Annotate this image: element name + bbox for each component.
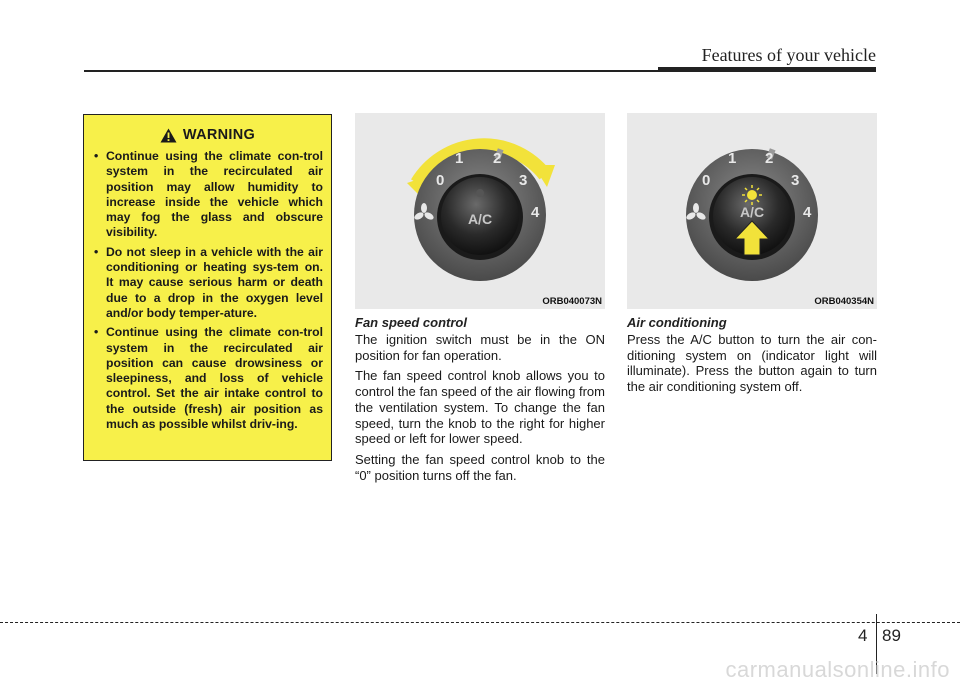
warning-item: • Do not sleep in a vehicle with the air conditioning or heating sys-tem on. It may cause serious harm or death due to a drop in the oxygen level and/or body temper-ature. [92, 245, 323, 321]
paragraph: Setting the fan speed control knob to the “0” position turns off the fan. [355, 451, 605, 483]
warning-item: • Continue using the climate con-trol system in the recirculated air position may allow humidity to increase inside the vehicle which may fog the glass and obscure visibility. [92, 149, 323, 241]
dial-label-1: 1 [728, 150, 737, 167]
warning-triangle-icon [160, 128, 177, 143]
dial-label-3: 3 [519, 172, 528, 189]
dial-label-1: 1 [455, 150, 464, 167]
paragraph: The fan speed control knob allows you to control the fan speed of the air flowing from the ventilation system. To change the fan speed, turn the knob to the right for higher speed or left for lower speed. [355, 368, 605, 447]
fan-speed-section [355, 315, 605, 488]
dial-label-0: 0 [702, 172, 711, 189]
dial-label-0: 0 [436, 172, 445, 189]
paragraph: The ignition switch must be in the ON position for fan operation. [355, 332, 605, 363]
dial-label-4: 4 [803, 204, 812, 221]
ac-button-figure [627, 113, 877, 309]
warning-item: • Continue using the climate con-trol system in the recirculated air position can cause drowsiness or sleepiness, and loss of vehicle control. Set the air intake control to the outside (fresh) air position as much as possible whilst driv-ing. [92, 325, 323, 432]
page-number: 89 [882, 626, 901, 645]
dial-label-3: 3 [791, 172, 800, 189]
ac-button-label: A/C [467, 211, 493, 227]
header-rule-accent [658, 67, 876, 72]
warning-box [83, 114, 332, 461]
footer-rule [0, 622, 960, 623]
chapter-number: 4 [858, 626, 868, 645]
warning-header [92, 127, 323, 143]
dial-label-2: 2 [765, 150, 774, 167]
warning-list [92, 149, 323, 432]
figure-code: ORB040073N [542, 296, 602, 307]
dial-label-2: 2 [493, 150, 502, 167]
ac-knob-illustration [627, 113, 877, 309]
section-heading: Fan speed control [355, 315, 467, 330]
indicator-light-icon [742, 185, 762, 205]
dial-label-4: 4 [531, 204, 540, 221]
section-heading: Air conditioning [627, 315, 727, 330]
ac-button-label: A/C [739, 204, 765, 220]
watermark: carmanualsonline.info [725, 657, 950, 682]
paragraph: Press the A/C button to turn the air con-ditioning system on (indicator light will illuminate). Press the button again to turn the air conditioning system off. [627, 332, 877, 395]
fan-speed-knob-illustration [355, 113, 605, 309]
fan-speed-figure [355, 113, 605, 309]
air-conditioning-section [627, 315, 877, 400]
figure-code: ORB040354N [814, 296, 874, 307]
page-header-title: Features of your vehicle [701, 45, 876, 65]
warning-title: WARNING [182, 127, 256, 143]
